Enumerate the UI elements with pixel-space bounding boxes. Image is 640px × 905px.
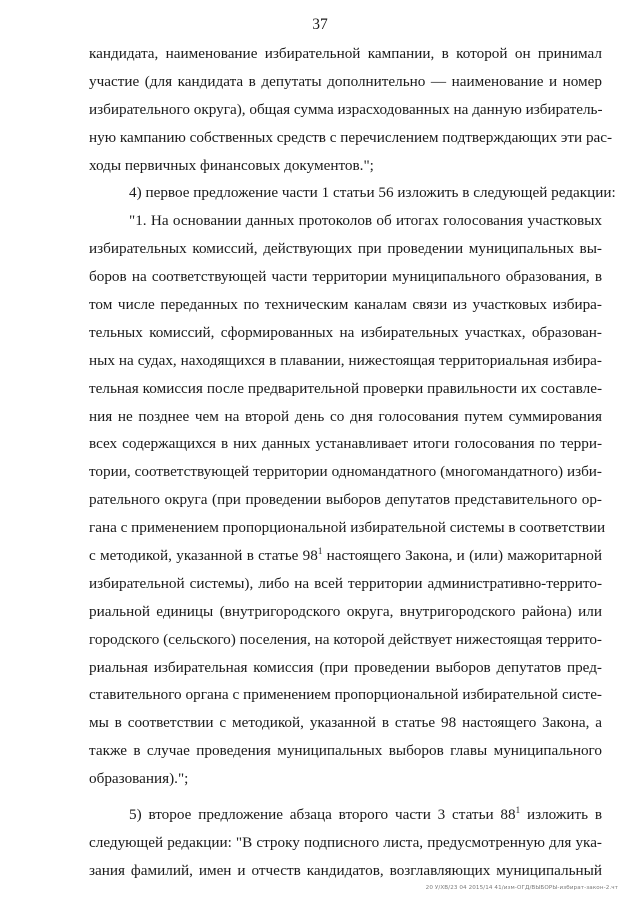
text-line: ных на судах, находящихся в плавании, нижестоящая территориальная избира-	[89, 351, 602, 369]
document-body	[89, 40, 616, 885]
text-line: зания фамилий, имен и отчеств кандидатов, возглавляющих муниципальный	[89, 861, 602, 879]
text-line: участие (для кандидата в депутаты дополнительно — наименование и номер	[89, 72, 602, 90]
text-line: также в случае проведения муниципальных выборов главы муниципального	[89, 742, 602, 760]
text-line: избирательного округа), общая сумма израсходованных на данную избиратель-	[89, 100, 603, 118]
text-line: мы в соответствии с методикой, указанной в статье 98 настоящего Закона, а	[89, 714, 602, 732]
text-line: ставительного органа с применением пропорциональной избирательной систе-	[89, 686, 602, 704]
paragraph-spacer	[89, 793, 602, 801]
text-line: тельная комиссия после предварительной проверки правильности их составле-	[89, 379, 602, 397]
text-line: том числе переданных по техническим каналам связи из участковых избира-	[89, 296, 602, 314]
page-number: 37	[312, 16, 328, 33]
text-line: риальная избирательная комиссия (при проведении выборов депутатов пред-	[89, 658, 602, 676]
text-segment: 5) второе предложение абзаца второго части 3 статьи 88	[129, 806, 516, 824]
text-line: рательного округа (при проведении выборов депутатов представительного ор-	[89, 491, 602, 509]
text-line: избирательных комиссий, действующих при проведении муниципальных вы-	[89, 240, 602, 258]
text-line: ную кампанию собственных средств с перечислением подтверждающих эти рас-	[89, 128, 613, 146]
text-line-with-superscript	[89, 542, 602, 570]
text-line: избирательной системы), либо на всей территории административно-террито-	[89, 574, 602, 592]
text-line: ходы первичных финансовых документов.";	[89, 156, 374, 174]
text-line: всех содержащихся в них данных устанавливает итоги голосования по терри-	[89, 435, 602, 453]
text-line: кандидата, наименование избирательной кампании, в которой он принимал	[89, 45, 602, 62]
text-line: ния не позднее чем на второй день со дня голосования путем суммирования	[89, 407, 602, 425]
text-line: тории, соответствующей территории одномандатного (многомандатного) изби-	[89, 463, 602, 481]
text-line: следующей редакции: "В строку подписного листа, предусмотренную для ука-	[89, 833, 602, 851]
text-segment: изложить в	[526, 806, 603, 824]
superscript: 1	[515, 805, 521, 816]
paragraph-5-first-line	[89, 801, 602, 829]
text-line: боров на соответствующей части территории муниципального образования, в	[89, 268, 602, 286]
quote-first-line: "1. На основании данных протоколов об итогах голосования участковых	[129, 212, 602, 230]
paragraph-4-first-line: 4) первое предложение части 1 статьи 56 изложить в следующей редакции:	[129, 184, 616, 202]
text-line: тельных комиссий, сформированных на избирательных участках, образован-	[89, 323, 602, 341]
text-segment: с методикой, указанной в статье 98	[89, 547, 318, 565]
text-line: образования).";	[89, 770, 189, 788]
footer-file-path: 20 У/ХВ/23 04 2015/14 41/изм-ОГД/ВЫБОРЫ-избират-закон-2.чт	[425, 885, 618, 891]
text-line: гана с применением пропорциональной избирательной системы в соответствии	[89, 519, 606, 537]
superscript: 1	[317, 546, 323, 557]
text-line: городского (сельского) поселения, на которой действует нижестоящая террито-	[89, 630, 602, 648]
text-line: риальной единицы (внутригородского округа, внутригородского района) или	[89, 602, 602, 620]
text-segment: настоящего Закона, и (или) мажоритарной	[326, 547, 603, 565]
